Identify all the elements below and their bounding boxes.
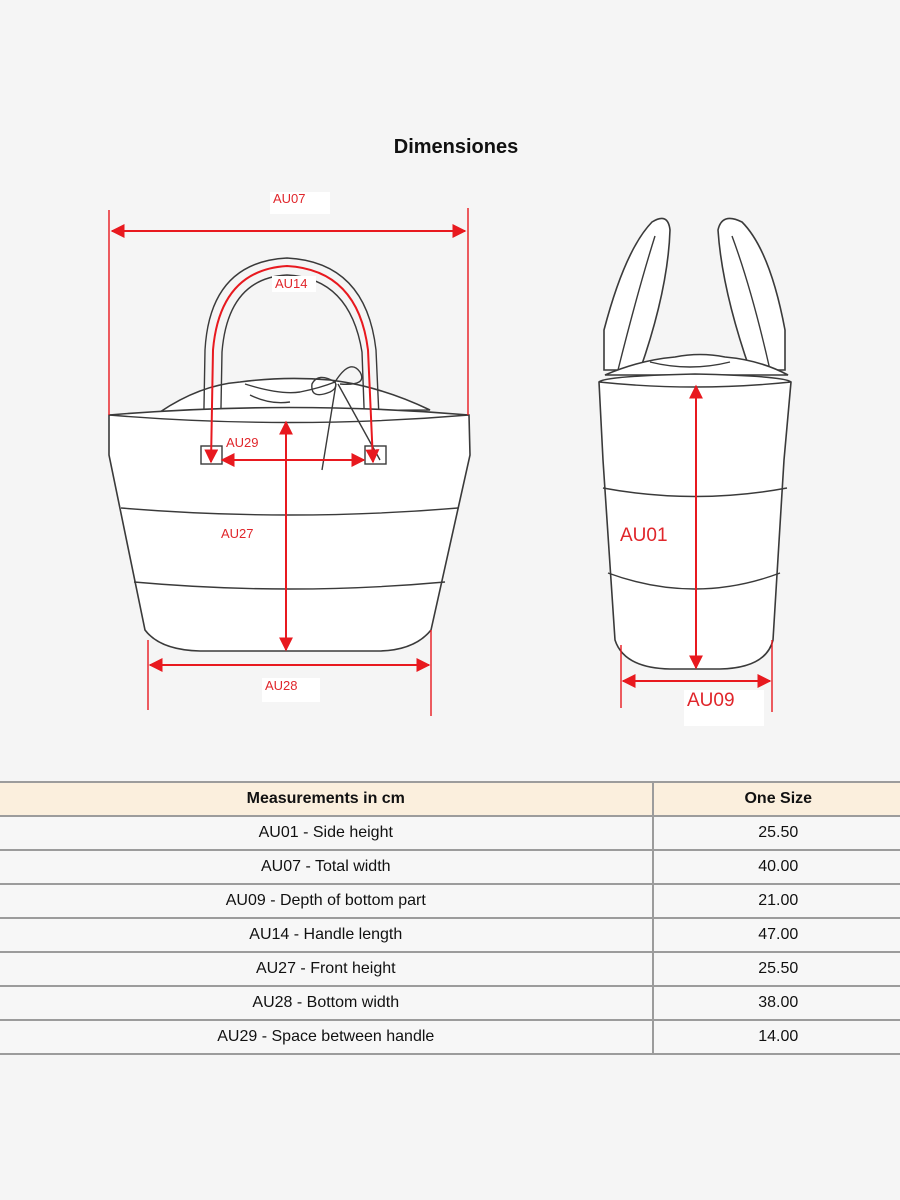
label-au28: AU28	[265, 678, 298, 693]
label-au09: AU09	[687, 690, 735, 711]
table-row	[0, 850, 900, 884]
label-au27: AU27	[221, 526, 254, 541]
table-row	[0, 986, 900, 1020]
measurement-name: AU07 - Total width	[0, 850, 653, 884]
measurement-value: 38.00	[653, 986, 900, 1020]
measurement-value: 21.00	[653, 884, 900, 918]
measurement-name: AU27 - Front height	[0, 952, 653, 986]
measurement-value: 14.00	[653, 1020, 900, 1054]
table-row	[0, 884, 900, 918]
measurement-name: AU28 - Bottom width	[0, 986, 653, 1020]
label-au14: AU14	[275, 276, 308, 291]
header-one-size: One Size	[653, 782, 900, 816]
measurement-name: AU14 - Handle length	[0, 918, 653, 952]
label-au01: AU01	[620, 525, 668, 546]
table-row	[0, 1020, 900, 1054]
header-measurements: Measurements in cm	[0, 782, 653, 816]
table-header-row	[0, 782, 900, 816]
label-au29: AU29	[226, 435, 259, 450]
page-title: Dimensiones	[393, 136, 519, 158]
table-row	[0, 952, 900, 986]
measurement-name: AU29 - Space between handle	[0, 1020, 653, 1054]
size-table	[0, 781, 900, 1055]
table-row	[0, 918, 900, 952]
measurement-name: AU01 - Side height	[0, 816, 653, 850]
table-row	[0, 816, 900, 850]
measurement-value: 25.50	[653, 952, 900, 986]
front-view-bag	[109, 258, 470, 651]
measurement-value: 25.50	[653, 816, 900, 850]
measurement-name: AU09 - Depth of bottom part	[0, 884, 653, 918]
label-au07: AU07	[273, 191, 306, 206]
measurement-value: 40.00	[653, 850, 900, 884]
measurement-value: 47.00	[653, 918, 900, 952]
